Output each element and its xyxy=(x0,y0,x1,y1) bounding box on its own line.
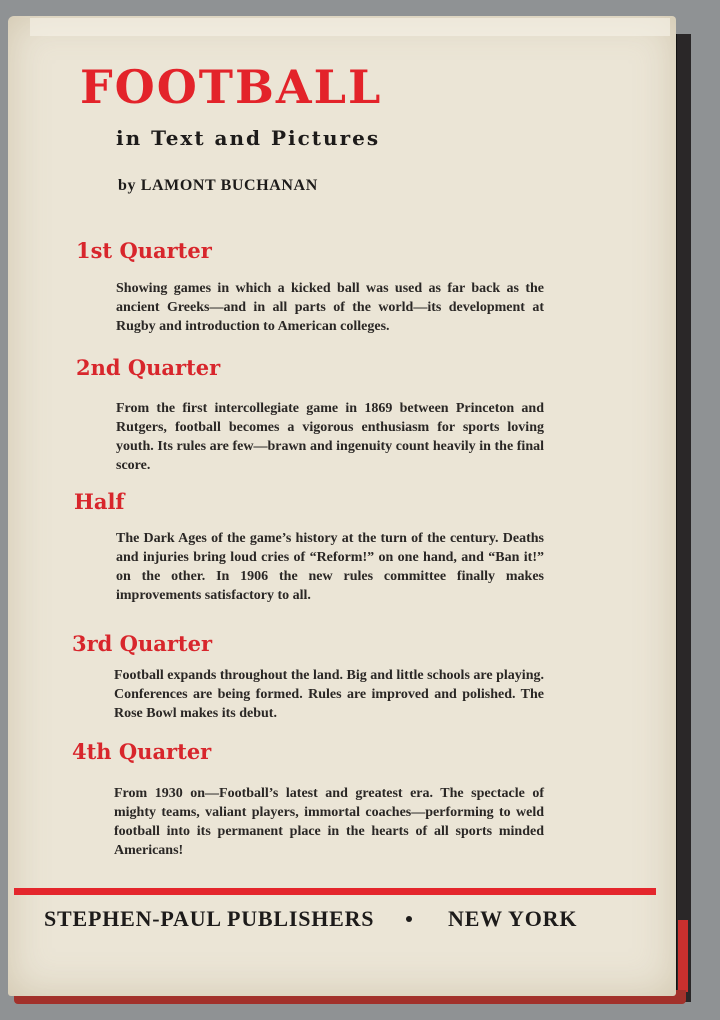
separator-dot xyxy=(406,916,412,922)
section-text-half: The Dark Ages of the game’s history at the turn of the century. Deaths and injuries bring loud cries of “Reform!” on one hand, and “Ban it!” on the other. In 1906 the new rules committee finally makes improvements satisfactory to all. xyxy=(116,531,544,603)
publisher-city: NEW YORK xyxy=(448,906,578,931)
book-title: FOOTBALL xyxy=(80,60,383,114)
footer-red-rule xyxy=(14,888,656,895)
section-heading-3rd-quarter: 3rd Quarter xyxy=(72,631,213,656)
book-subtitle: in Text and Pictures xyxy=(116,126,381,150)
section-text-1st-quarter: Showing games in which a kicked ball was used as far back as the ancient Greeks—and in all parts of the world—its development at Rugby and introduction to American colleges. xyxy=(116,281,544,334)
section-text-2nd-quarter: From the first intercollegiate game in 1869 between Princeton and Rutgers, football becomes a vigorous enthusiasm for sports loving youth. Its rules are few—brawn and ingenuity count heavily in the final score. xyxy=(116,401,544,473)
section-text-4th-quarter: From 1930 on—Football’s latest and greatest era. The spectacle of mighty teams, valiant players, immortal coaches—performing to weld football into its permanent place in the hearts of all sports minded Americans! xyxy=(114,786,544,858)
section-text-3rd-quarter: Football expands throughout the land. Big and little schools are playing. Conferences are being formed. Rules are improved and polished. The Rose Bowl makes its debut. xyxy=(114,668,544,721)
section-heading-2nd-quarter: 2nd Quarter xyxy=(76,355,221,380)
author-line: by LAMONT BUCHANAN xyxy=(118,177,318,194)
book-spine xyxy=(676,34,691,1002)
publisher-name: STEPHEN-PAUL PUBLISHERS xyxy=(44,906,375,931)
section-heading-4th-quarter: 4th Quarter xyxy=(72,739,212,764)
spine-red-band xyxy=(678,920,688,992)
jacket-worn-edge xyxy=(30,18,670,36)
section-heading-1st-quarter: 1st Quarter xyxy=(76,238,212,263)
section-heading-half: Half xyxy=(74,489,125,514)
